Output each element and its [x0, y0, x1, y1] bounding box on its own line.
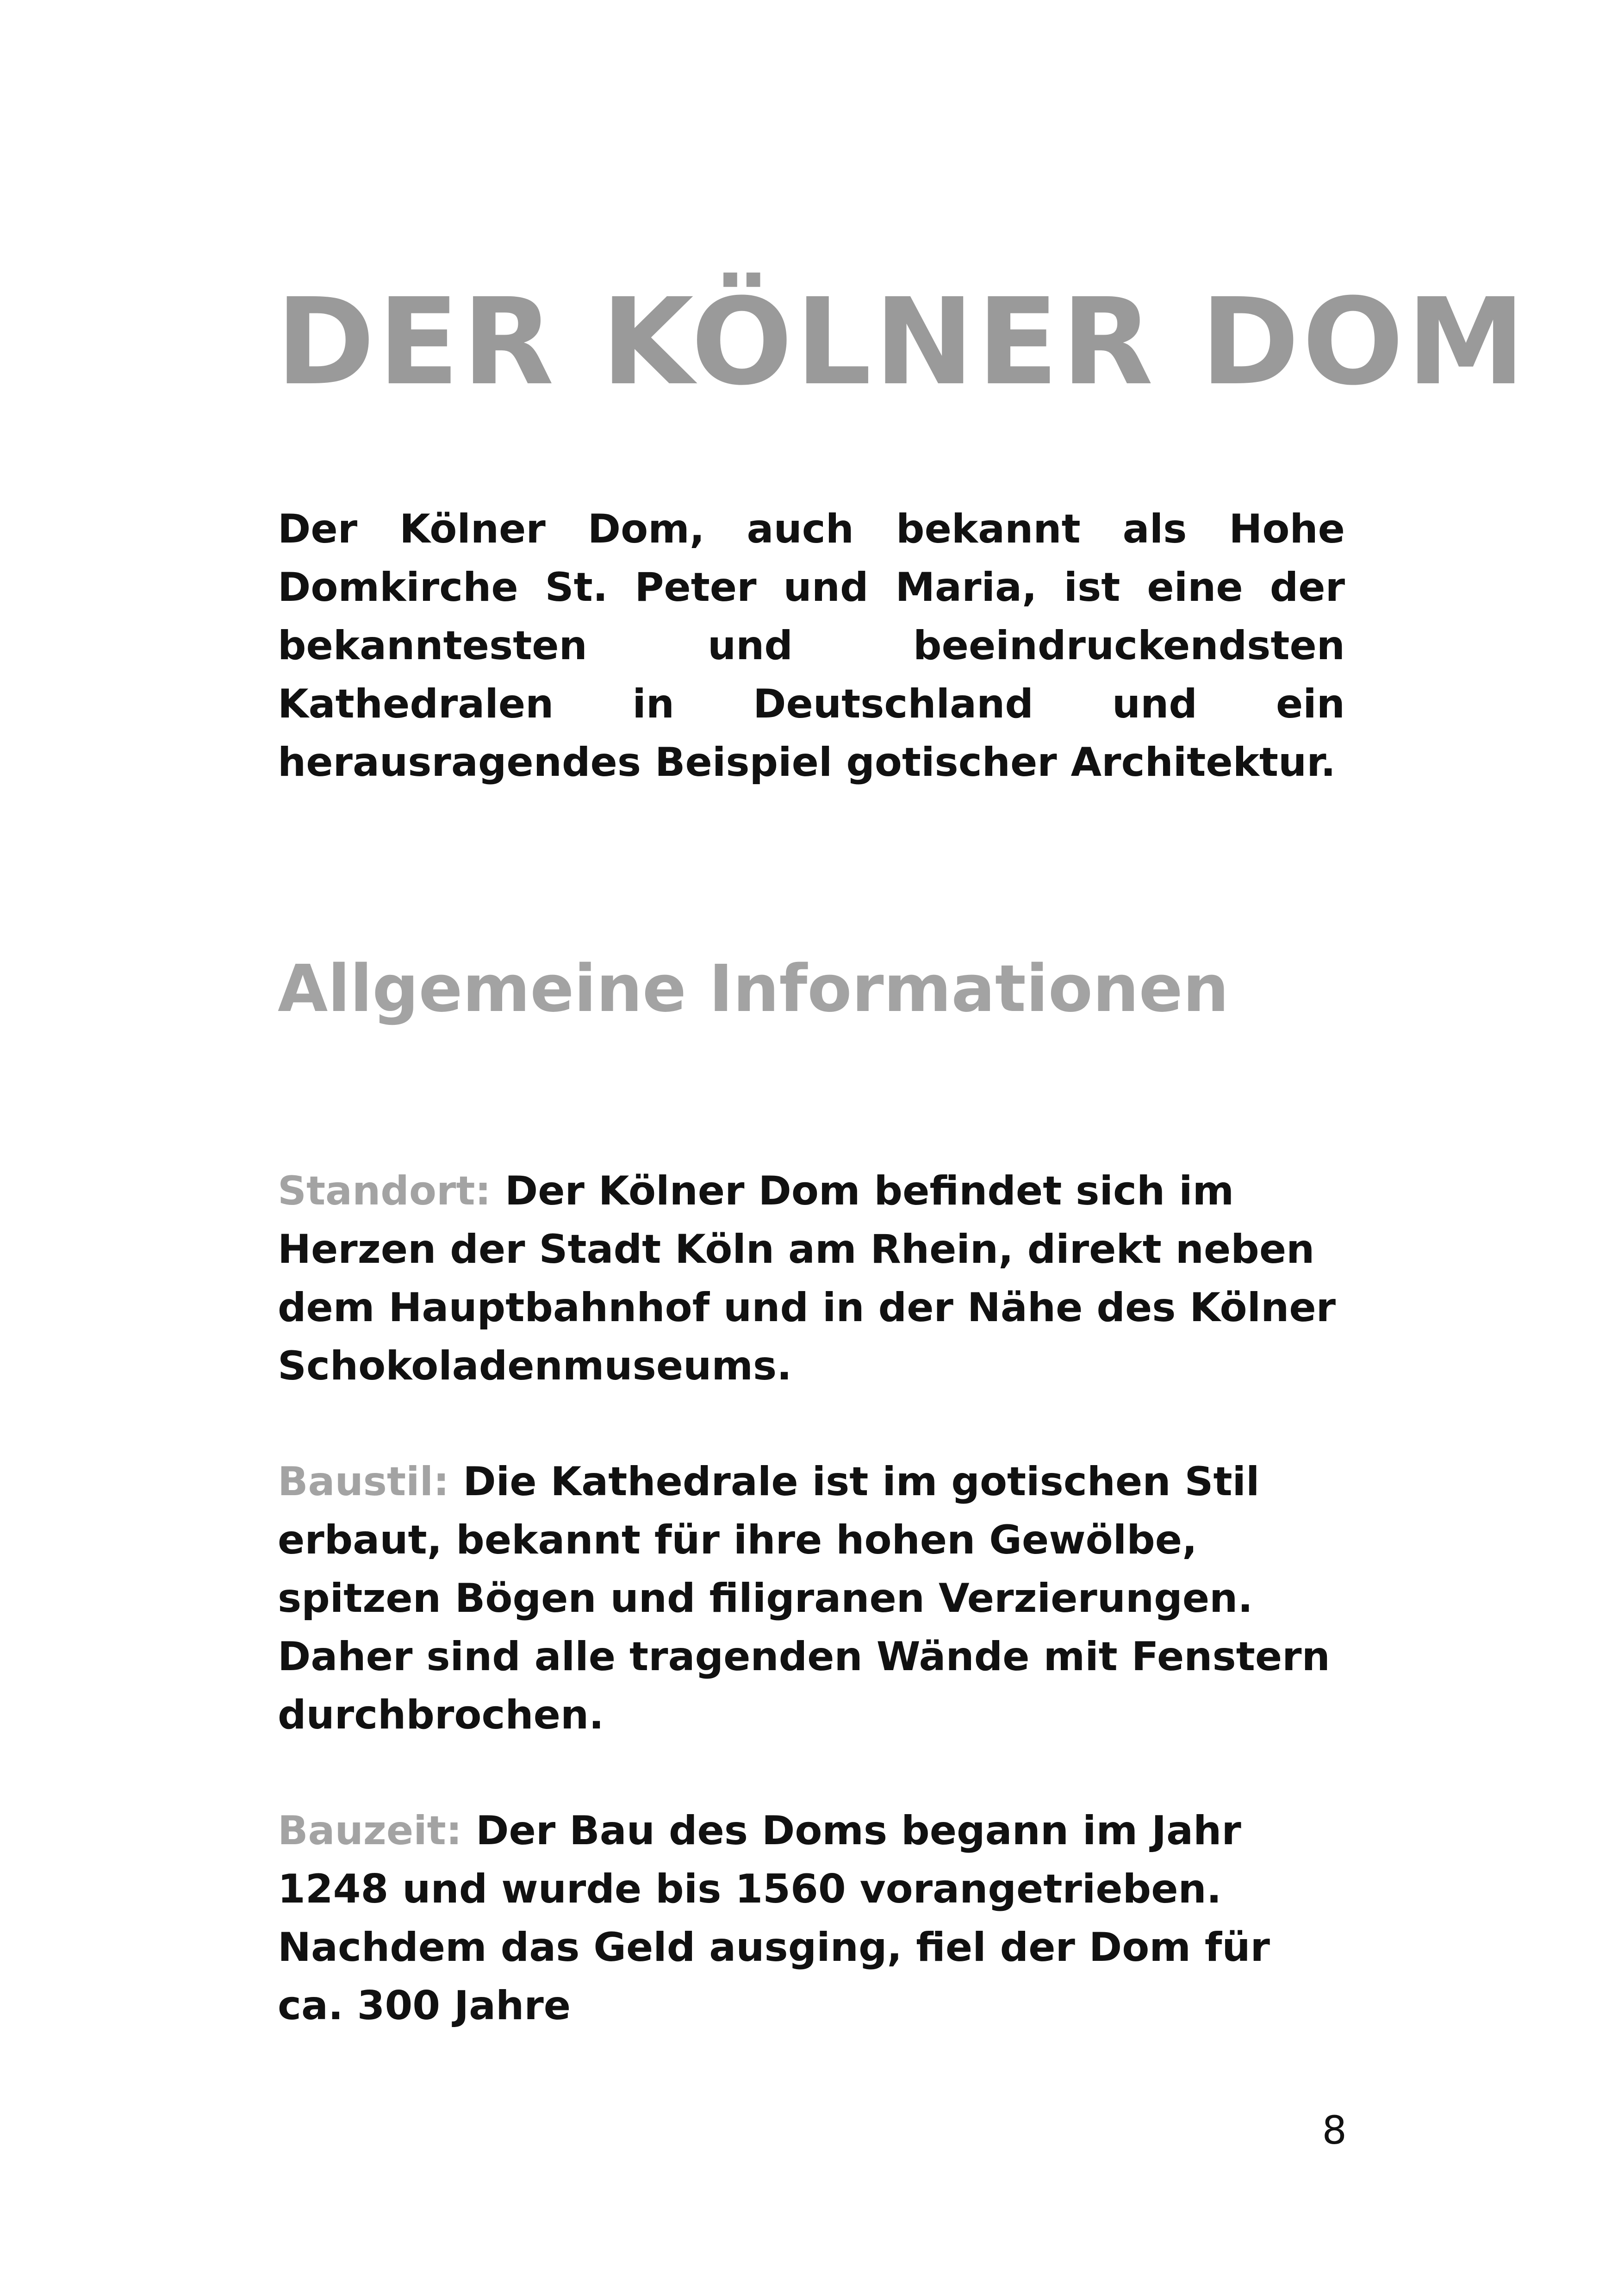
intro-paragraph: Der Kölner Dom, auch bekannt als Hohe Domkirche St. Peter und Maria, ist eine der bekanntesten und beeindruckendsten Kathedralen in Deutschland und ein herausragendes Beispiel gotischer Architektur. [278, 506, 1345, 786]
entry-text: Die Kathedrale ist im gotischen Stil erbaut, bekannt für ihre hohen Gewölbe, spitzen Bögen und filigranen Verzierungen. Daher sind alle tragenden Wände mit Fenstern durchbrochen. [278, 1459, 1330, 1738]
info-entry-bauzeit [278, 1802, 1345, 2035]
entry-label: Standort: [278, 1168, 491, 1214]
entry-text: Der Bau des Doms begann im Jahr 1248 und wurde bis 1560 vorangetrieben. Nachdem das Geld ausging, fiel der Dom für ca. 300 Jahre [278, 1808, 1270, 2029]
info-entry-baustil [278, 1453, 1345, 1744]
entry-label: Baustil: [278, 1459, 449, 1505]
page-title: DER KÖLNER DOM [276, 273, 1528, 412]
entry-label: Bauzeit: [278, 1808, 462, 1854]
entry-text: Der Kölner Dom befindet sich im Herzen der Stadt Köln am Rhein, direkt neben dem Hauptbahnhof und in der Nähe des Kölner Schokoladenmuseums. [278, 1168, 1336, 1389]
info-entry-standort [278, 1162, 1345, 1395]
section-heading: Allgemeine Informationen [278, 951, 1229, 1027]
page-number: 8 [1322, 2108, 1347, 2153]
